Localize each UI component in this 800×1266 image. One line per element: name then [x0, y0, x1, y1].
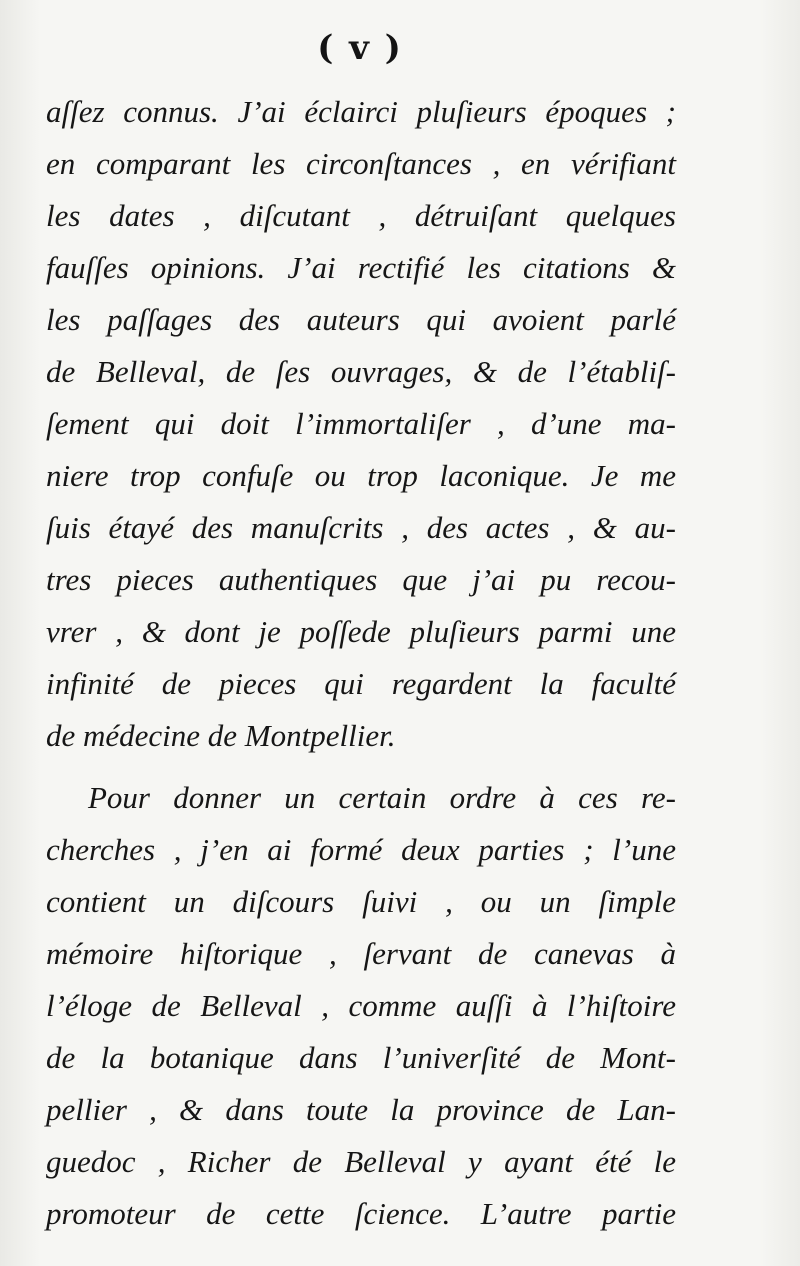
page-number: ( v ): [317, 28, 403, 68]
text-line: en comparant les circonſtances , en vérifiant: [46, 146, 676, 181]
text-line: l’éloge de Belleval , comme auſſi à l’hiſtoire: [46, 988, 676, 1023]
text-line: de médecine de Montpellier.: [46, 718, 396, 753]
text-line: les paſſages des auteurs qui avoient parlé: [46, 302, 676, 337]
text-line: fauſſes opinions. J’ai rectifié les citations &: [46, 250, 676, 285]
text-line: de Belleval, de ſes ouvrages, & de l’établiſ-: [46, 354, 676, 389]
paragraph-spacer: [46, 762, 676, 772]
text-line: mémoire hiſtorique , ſervant de canevas à: [46, 936, 676, 971]
paragraph-1: [46, 86, 676, 762]
text-line: Pour donner un certain ordre à ces re-: [88, 780, 676, 815]
text-line: de la botanique dans l’univerſité de Mont-: [46, 1040, 676, 1075]
text-line: ſuis étayé des manuſcrits , des actes , & au-: [46, 510, 676, 545]
text-line: les dates , diſcutant , détruiſant quelques: [46, 198, 676, 233]
text-line: tres pieces authentiques que j’ai pu recou-: [46, 562, 676, 597]
text-line: guedoc , Richer de Belleval y ayant été le: [46, 1144, 676, 1179]
text-line: infinité de pieces qui regardent la faculté: [46, 666, 676, 701]
text-line: niere trop confuſe ou trop laconique. Je me: [46, 458, 676, 493]
text-line: cherches , j’en ai formé deux parties ; l’une: [46, 832, 676, 867]
text-line: vrer , & dont je poſſede pluſieurs parmi une: [46, 614, 676, 649]
paragraph-2: [46, 772, 676, 1240]
text-line: promoteur de cette ſcience. L’autre partie: [46, 1196, 676, 1231]
text-line: aſſez connus. J’ai éclairci pluſieurs époques ;: [46, 94, 676, 129]
text-line: pellier , & dans toute la province de Lan-: [46, 1092, 676, 1127]
body-text: [46, 86, 676, 1240]
text-line: ſement qui doit l’immortaliſer , d’une ma-: [46, 406, 676, 441]
text-line: contient un diſcours ſuivi , ou un ſimple: [46, 884, 676, 919]
